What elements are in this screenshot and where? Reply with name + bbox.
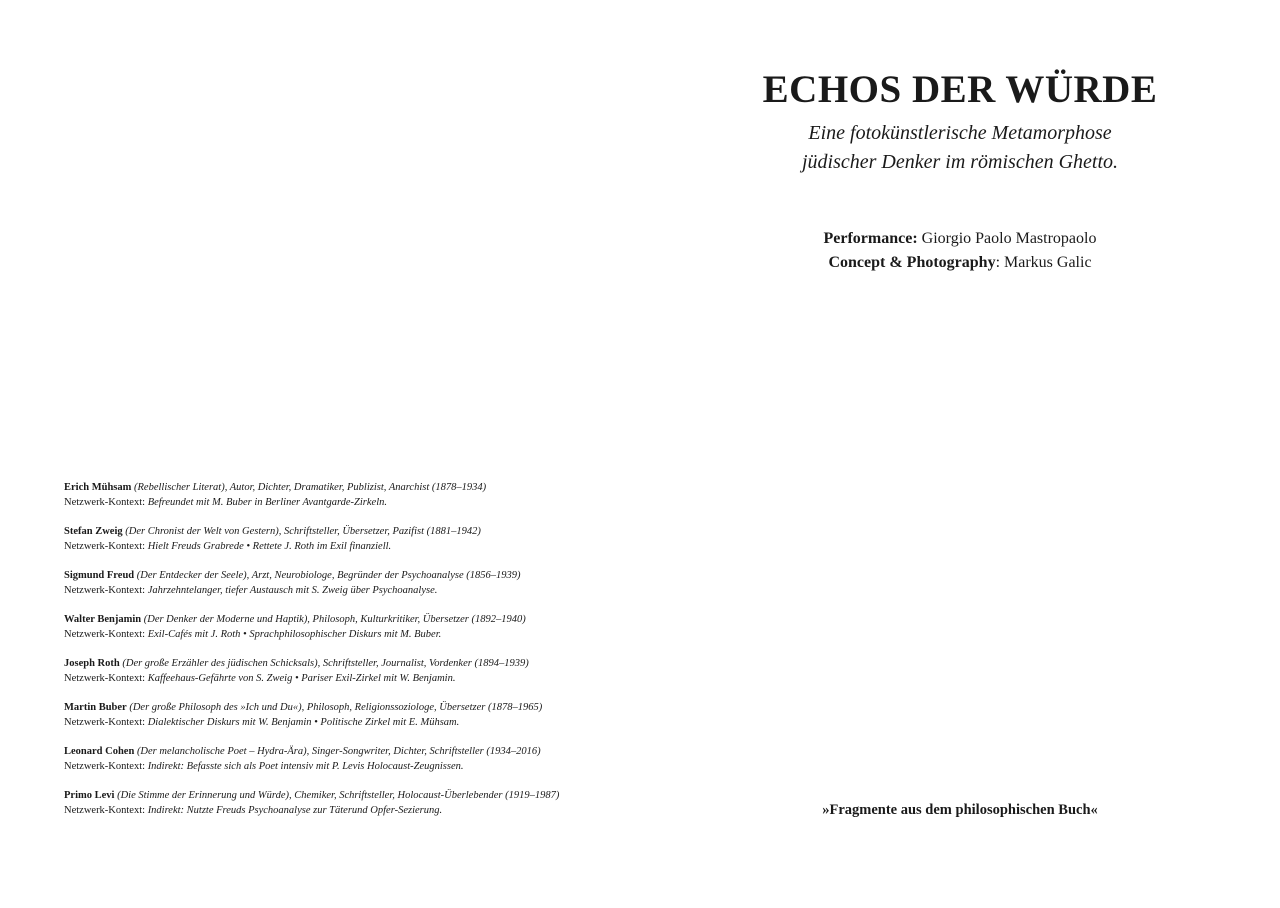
person-name: Stefan Zweig: [64, 526, 123, 537]
person-context: [64, 495, 624, 510]
page-title: ECHOS DER WÜRDE: [762, 68, 1158, 111]
performance-label: Performance:: [823, 230, 918, 247]
person-description: (Der große Erzähler des jüdischen Schicksals), Schriftsteller, Journalist, Vordenker (1894–1939): [119, 658, 529, 669]
person-heading: [64, 524, 624, 539]
context-text: Jahrzehntelanger, tiefer Austausch mit S. Zweig über Psychoanalyse.: [147, 585, 438, 596]
person-name: Martin Buber: [64, 702, 127, 713]
context-label: Netzwerk-Kontext:: [64, 629, 148, 640]
subtitle: [700, 119, 1220, 177]
context-label: Netzwerk-Kontext:: [64, 717, 148, 728]
person-context: [64, 627, 624, 642]
context-text: Befreundet mit M. Buber in Berliner Avantgarde-Zirkeln.: [147, 497, 388, 508]
concept-label: Concept & Photography: [828, 254, 996, 271]
thinkers-list: [64, 480, 624, 832]
subtitle-line-1: Eine fotokünstlerische Metamorphose: [808, 122, 1112, 144]
person-name: Primo Levi: [64, 790, 115, 801]
book-fragment-note: »Fragmente aus dem philosophischen Buch«: [822, 802, 1098, 818]
person-description: (Der große Philosoph des »Ich und Du«), Philosoph, Religionssoziologe, Übersetzer (1878–1965): [126, 702, 543, 713]
person-context: [64, 715, 624, 730]
person-heading: [64, 788, 624, 803]
person-context: [64, 583, 624, 598]
person-context: [64, 759, 624, 774]
person-heading: [64, 656, 624, 671]
context-text: Exil-Cafés mit J. Roth • Sprachphilosophischer Diskurs mit M. Buber.: [147, 629, 442, 640]
context-label: Netzwerk-Kontext:: [64, 497, 148, 508]
context-text: Dialektischer Diskurs mit W. Benjamin • Politische Zirkel mit E. Mühsam.: [147, 717, 460, 728]
person-name: Walter Benjamin: [64, 614, 142, 625]
person-description: (Die Stimme der Erinnerung und Würde), Chemiker, Schriftsteller, Holocaust-Überlebender (1919–1987): [114, 790, 560, 801]
person-heading: [64, 744, 624, 759]
list-item: [64, 656, 624, 686]
person-name: Erich Mühsam: [64, 482, 132, 493]
list-item: [64, 568, 624, 598]
person-context: [64, 803, 624, 818]
context-text: Indirekt: Befasste sich als Poet intensiv mit P. Levis Holocaust-Zeugnissen.: [147, 761, 464, 772]
person-heading: [64, 568, 624, 583]
list-item: [64, 612, 624, 642]
person-description: (Rebellischer Literat), Autor, Dichter, Dramatiker, Publizist, Anarchist (1878–1934): [131, 482, 487, 493]
person-name: Sigmund Freud: [64, 570, 135, 581]
person-context: [64, 539, 624, 554]
list-item: [64, 524, 624, 554]
person-description: (Der Entdecker der Seele), Arzt, Neurobiologe, Begründer der Psychoanalyse (1856–1939): [134, 570, 521, 581]
subtitle-line-2: jüdischer Denker im römischen Ghetto.: [801, 151, 1119, 173]
context-text: Indirekt: Nutzte Freuds Psychoanalyse zur Täterund Opfer-Sezierung.: [147, 805, 443, 816]
concept-credit: [700, 251, 1220, 275]
person-heading: [64, 612, 624, 627]
person-description: (Der Denker der Moderne und Haptik), Philosoph, Kulturkritiker, Übersetzer (1892–1940): [141, 614, 526, 625]
person-name: Leonard Cohen: [64, 746, 135, 757]
context-label: Netzwerk-Kontext:: [64, 673, 148, 684]
list-item: [64, 788, 624, 818]
person-heading: [64, 480, 624, 495]
person-description: (Der Chronist der Welt von Gestern), Schriftsteller, Übersetzer, Pazifist (1881–1942): [122, 526, 481, 537]
person-heading: [64, 700, 624, 715]
person-name: Joseph Roth: [64, 658, 120, 669]
list-item: [64, 480, 624, 510]
performance-value: Giorgio Paolo Mastropaolo: [917, 230, 1097, 247]
context-label: Netzwerk-Kontext:: [64, 805, 148, 816]
context-text: Hielt Freuds Grabrede • Rettete J. Roth im Exil finanziell.: [147, 541, 392, 552]
list-item: [64, 700, 624, 730]
person-description: (Der melancholische Poet – Hydra-Ära), Singer-Songwriter, Dichter, Schriftsteller (1934–2016): [134, 746, 541, 757]
context-label: Netzwerk-Kontext:: [64, 761, 148, 772]
concept-value: : Markus Galic: [995, 254, 1092, 271]
performance-credit: [700, 227, 1220, 251]
context-label: Netzwerk-Kontext:: [64, 541, 148, 552]
credits: [700, 227, 1220, 275]
list-item: [64, 744, 624, 774]
context-text: Kaffeehaus-Gefährte von S. Zweig • Pariser Exil-Zirkel mit W. Benjamin.: [147, 673, 456, 684]
context-label: Netzwerk-Kontext:: [64, 585, 148, 596]
person-context: [64, 671, 624, 686]
